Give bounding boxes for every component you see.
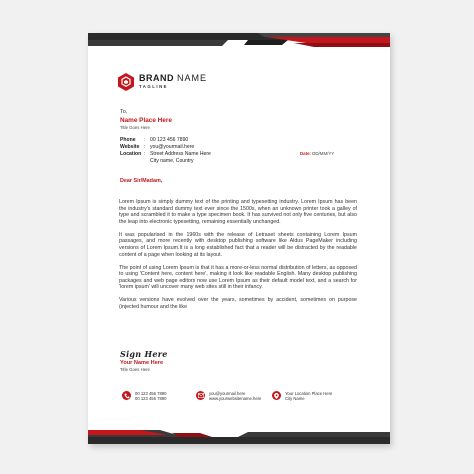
date-label: Date: [300, 151, 311, 156]
hexagon-logo-icon [118, 73, 134, 91]
contact-location-row [120, 151, 211, 158]
contact-phone-row [120, 137, 211, 144]
contact-block [120, 137, 211, 165]
footer-phone-line1: 00 123 456 7890 [135, 391, 167, 396]
contact-website-row [120, 144, 211, 151]
brand-tagline: TAGLINE [139, 84, 169, 89]
to-label: To, [120, 109, 128, 115]
signer-title: Title Goes Here [120, 367, 150, 372]
phone-icon [122, 391, 131, 400]
letterhead-page [88, 33, 390, 444]
letter-paragraph: Various versions have evolved over the years, sometimes by accident, sometimes on purpose (injected humour and the like [119, 297, 357, 310]
website-value: you@yourmail.here [150, 144, 195, 150]
footer-phone-line2: 00 123 456 7890 [135, 396, 167, 401]
footer-email-line1: you@yourmail.here [209, 391, 246, 396]
brand-name-bold: BRAND [139, 73, 174, 83]
footer-email [196, 391, 261, 401]
recipient-name: Name Place Here [120, 117, 172, 124]
location-label: Location [120, 151, 142, 157]
location-pin-icon [272, 391, 281, 400]
signature-script: Sign Here [120, 349, 168, 359]
phone-label: Phone [120, 137, 136, 143]
phone-separator: : [144, 137, 146, 143]
letter-paragraph: The point of using Lorem Ipsum is that it has a more-or-less normal distribution of letters, as opposed to using 'Content here, content here', making it look like readable English. Many desktop publishing packages and web page editors now use Lorem Ipsum as their default model text, and a search for 'lorem ipsum' will uncover many web sites still in their infancy. [119, 264, 357, 291]
website-separator: : [144, 144, 146, 150]
letter-body [119, 199, 357, 317]
bottom-decorative-band [88, 430, 390, 444]
location-line1: Street Address Name Here [150, 151, 211, 157]
contact-location-row-2 [120, 158, 211, 165]
recipient-title: Title Goes Here [120, 125, 150, 130]
brand-name-light: NAME [177, 73, 208, 83]
footer-website-line2: www.yourwebsitename.here [209, 396, 262, 401]
letter-paragraph: Lorem Ipsum is simply dummy text of the printing and typesetting industry. Lorem Ipsum has been the industry's standard dummy text ever since the 1500s, when an unknown printer took a galley of type and scrambled it to make a type specimen book. It has survived not only five centuries, but also the leap into electronic typesetting, remaining essentially unchanged. [119, 199, 357, 225]
phone-value: 00 123 456 7890 [150, 137, 189, 143]
greeting: Dear Sir/Madam, [120, 178, 163, 184]
footer-address-line1: Your Location Place Here [285, 391, 333, 396]
footer-address-line2: City Name [285, 396, 305, 401]
location-line2: City name, Country [150, 158, 194, 164]
letter-paragraph: It was popularised in the 1960s with the release of Letraset sheets containing Lorem Ipsum passages, and more recently with desktop publishing software like Aldus PageMaker including versions of Lorem Ipsum.It is a long established fact that a reader will be distracted by the readable content of a page when looking at its layout. [119, 231, 357, 258]
date-value: DD/MM/YY [312, 151, 335, 156]
website-label: Website [120, 144, 140, 150]
email-icon [196, 391, 205, 400]
location-separator: : [144, 151, 146, 157]
footer-phone [122, 391, 166, 401]
signer-name: Your Name Here [120, 360, 164, 366]
brand-name [139, 73, 207, 83]
date-field [300, 151, 334, 156]
footer-address [272, 391, 332, 401]
top-decorative-band [88, 33, 390, 47]
